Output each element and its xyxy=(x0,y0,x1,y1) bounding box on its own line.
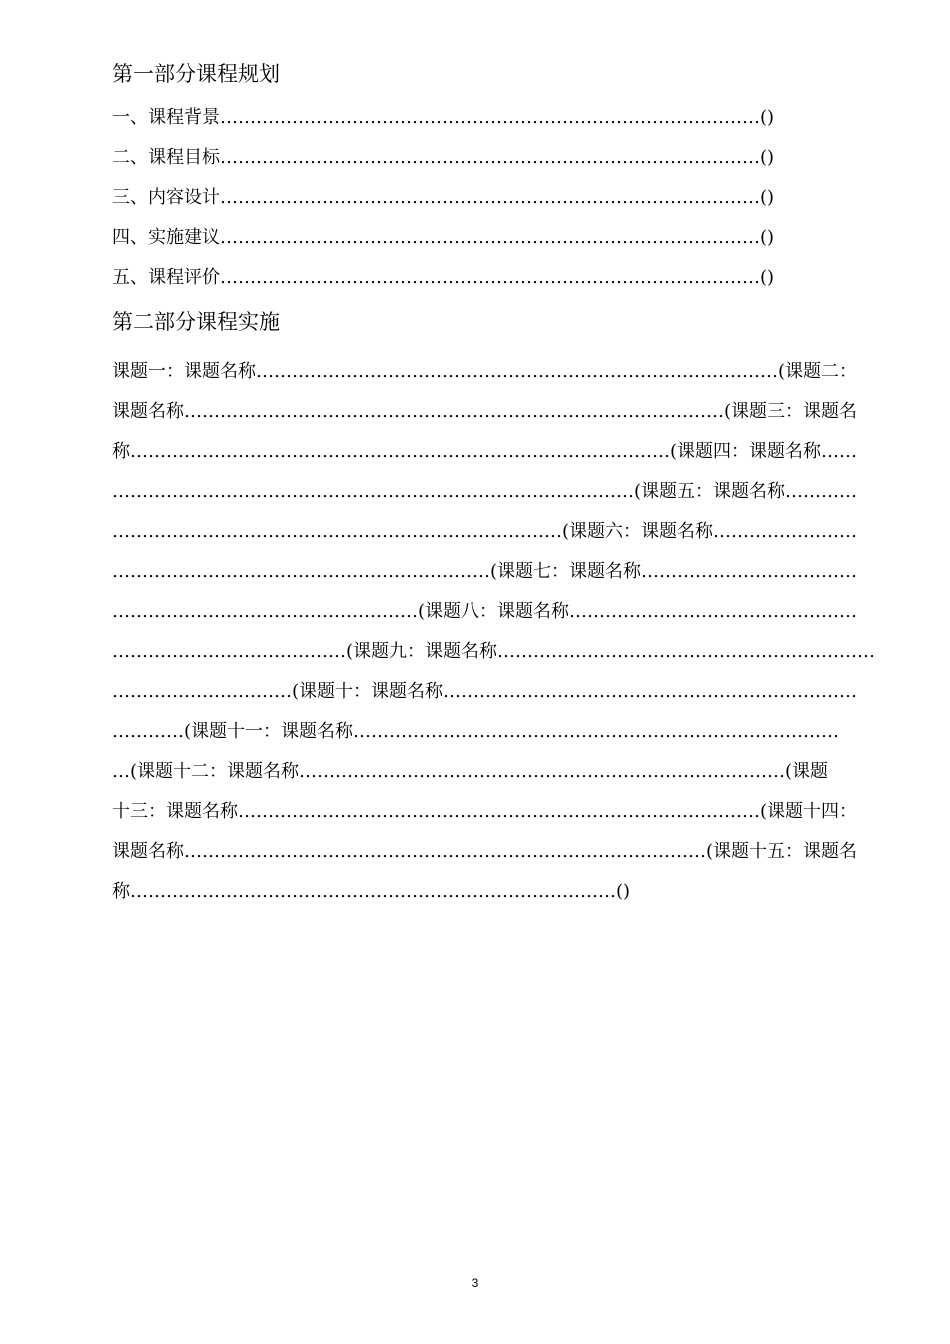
toc-entry-goals: 二、课程目标………………………………………………………………………………() xyxy=(112,147,775,168)
topic-line: ……………………………………………(课题八：课题名称………………………………………… xyxy=(112,601,858,622)
part2-topic-list xyxy=(112,352,876,912)
toc-entry-evaluation: 五、课程评价………………………………………………………………………………() xyxy=(112,267,775,288)
part2-title: 第二部分课程实施 xyxy=(112,310,280,334)
toc-entry-content-design: 三、内容设计………………………………………………………………………………() xyxy=(112,187,775,208)
part1-title: 第一部分课程规划 xyxy=(112,62,280,86)
topic-line: …………………………………(课题九：课题名称……………………………………………………… xyxy=(112,641,876,662)
topic-line: …………………………(课题十：课题名称…………………………………………………………… xyxy=(112,681,858,702)
topic-line: 称………………………………………………………………………………(课题四：课题名称…… xyxy=(112,441,858,462)
topic-line: 课题名称……………………………………………………………………………(课题十五：课题名 xyxy=(112,841,858,862)
topic-line: 课题一：课题名称……………………………………………………………………………(课题二： xyxy=(112,361,858,382)
topic-line: 十三：课题名称……………………………………………………………………………(课题十四： xyxy=(112,801,858,822)
topic-line: …(课题十二：课题名称………………………………………………………………………(课题 xyxy=(112,761,829,782)
topic-line: ……………………………………………………………………………(课题五：课题名称………… xyxy=(112,481,858,502)
topic-line: …………(课题十一：课题名称……………………………………………………………………… xyxy=(112,721,840,742)
topic-line: 称………………………………………………………………………() xyxy=(112,881,631,902)
toc-entry-background: 一、课程背景………………………………………………………………………………() xyxy=(112,107,775,128)
toc-entry-implementation: 四、实施建议………………………………………………………………………………() xyxy=(112,227,775,248)
topic-line: …………………………………………………………………(课题六：课题名称…………………… xyxy=(112,521,858,542)
topic-line: 课题名称………………………………………………………………………………(课题三：课题名 xyxy=(112,401,858,422)
topic-line: ………………………………………………………(课题七：课题名称……………………………… xyxy=(112,561,858,582)
page-number: 3 xyxy=(471,1276,479,1290)
